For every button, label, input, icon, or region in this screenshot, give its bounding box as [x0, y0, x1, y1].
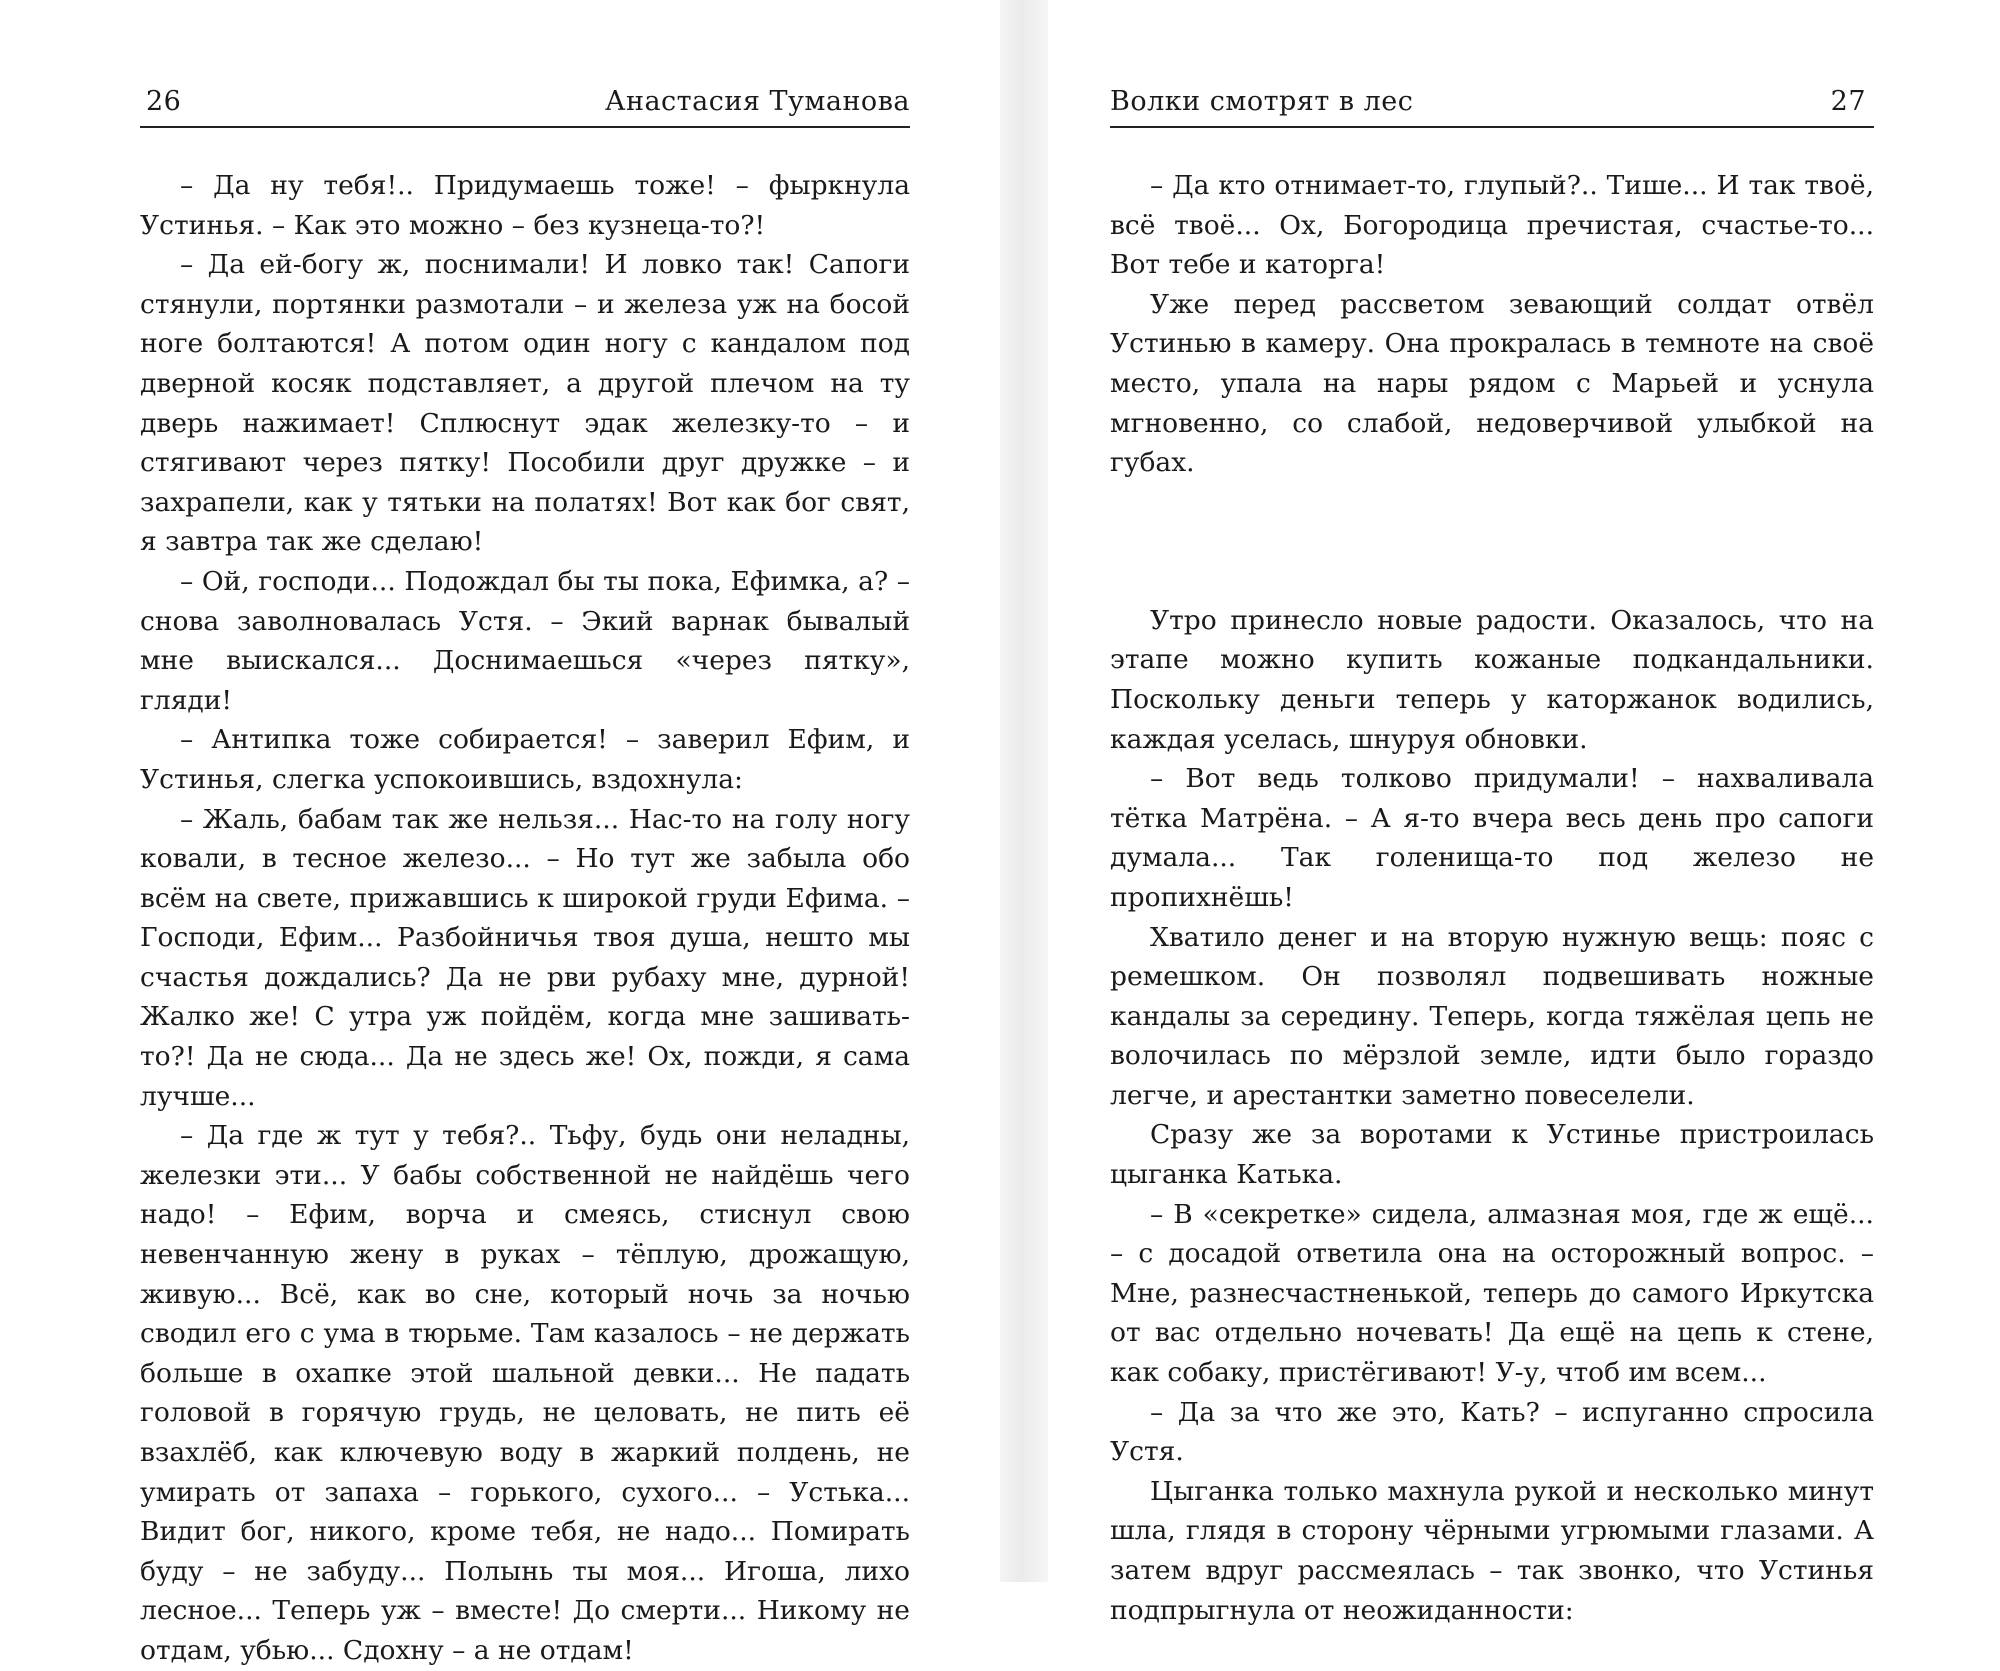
paragraph: – Вот ведь толково придумали! – нахваливала тётка Матрёна. – А я-то вчера весь день про сапоги думала... Так голенища-то под железо не пропихнёшь!: [1110, 763, 1874, 913]
paragraph: Уже перед рассветом зевающий солдат отвёл Устинью в камеру. Она прокралась в темноте на своё место, упала на нары рядом с Марьей и уснула мгновенно, со слабой, недоверчивой улыбкой на губах.: [1110, 288, 1874, 479]
paragraph: – Да кто отнимает-то, глупый?.. Тише... И так твоё, всё твоё... Ох, Богородица пречистая, счастье-то... Вот тебе и каторга!: [1110, 170, 1874, 281]
book-gutter: [1000, 0, 1048, 1582]
right-running-title: Волки смотрят в лес: [1110, 86, 1414, 117]
paragraph: – В «секретке» сидела, алмазная моя, где ж ещё... – с досадой ответила она на осторожный вопрос. – Мне, разнесчастненькой, теперь до самого Иркутска от вас отдельно ночевать! Да ещё на цепь к стене, как собаку, пристёгивают! У-у, чтоб им всем...: [1110, 1198, 1874, 1389]
right-page-text: [1110, 166, 1874, 1630]
left-running-title: Анастасия Туманова: [605, 86, 910, 117]
right-running-head: [1110, 82, 1874, 128]
paragraph: – Да где ж тут у тебя?.. Тьфу, будь они неладны, железки эти... У бабы собственной не найдёшь чего надо! – Ефим, ворча и смеясь, стиснул свою невенчанную жену в руках – тёплую, дрожащую, живую... Всё, как во сне, который ночь за ночью сводил его с ума в тюрьме. Там казалось – не держать больше в охапке этой шальной девки... Не падать головой в горячую грудь, не целовать, не пить её взахлёб, как ключевую воду в жаркий полдень, не умирать от запаха – горького, сухого... – Устька... Видит бог, никого, кроме тебя, не надо... Помирать буду – не забуду... Полынь ты моя... Игоша, лихо лесное... Теперь уж – вместе! До смерти... Никому не отдам, убью... Сдохну – а не отдам!: [140, 1120, 910, 1666]
paragraph: – Да за что же это, Кать? – испуганно спросила Устя.: [1110, 1396, 1874, 1468]
paragraph: Цыганка только махнула рукой и несколько минут шла, глядя в сторону чёрными угрюмыми глазами. А затем вдруг рассмеялась – так звонко, что Устинья подпрыгнула от неожиданности:: [1110, 1475, 1874, 1626]
paragraph: Хватило денег и на вторую нужную вещь: пояс с ремешком. Он позволял подвешивать ножные кандалы за середину. Теперь, когда тяжёлая цепь не волочилась по мёрзлой земле, идти было гораздо легче, и арестантки заметно повеселели.: [1110, 921, 1874, 1111]
right-page: [1110, 0, 1874, 1626]
left-page: [140, 0, 910, 1666]
paragraph: – Ой, господи... Подождал бы ты пока, Ефимка, а? – снова заволновалась Устя. – Экий варнак бывалый мне выискался... Доснимаешься «через пятку», гляди!: [140, 565, 910, 716]
paragraph: – Антипка тоже собирается! – заверил Ефим, и Устинья, слегка успокоившись, вздохнула:: [140, 724, 910, 795]
left-page-number: 26: [146, 86, 182, 117]
left-running-head: [140, 82, 910, 128]
right-page-number: 27: [1830, 86, 1866, 117]
paragraph: – Да ей-богу ж, поснимали! И ловко так! Сапоги стянули, портянки размотали – и железа уж на босой ноге болтаются! А потом один ногу с кандалом под дверной косяк подставляет, а другой плечом на ту дверь нажимает! Сплюснут эдак железку-то – и стягивают через пятку! Пособили друг дружке – и захрапели, как у тятьки на полатях! Вот как бог свят, я завтра так же сделаю!: [140, 249, 910, 558]
paragraph: – Да ну тебя!.. Придумаешь тоже! – фыркнула Устинья. – Как это можно – без кузнеца-то?!: [140, 170, 910, 241]
paragraph: Сразу же за воротами к Устинье пристроилась цыганка Катька.: [1110, 1119, 1874, 1191]
paragraph: – Жаль, бабам так же нельзя... Нас-то на голу ногу ковали, в тесное железо... – Но тут же забыла обо всём на свете, прижавшись к широкой груди Ефима. – Господи, Ефим... Разбойничья твоя душа, нешто мы счастья дождались? Да не рви рубаху мне, дурной! Жалко же! С утра уж пойдём, когда мне зашивать-то?! Да не сюда... Да не здесь же! Ох, пожди, я сама лучше...: [140, 803, 910, 1112]
paragraph-after-section-break: Утро принесло новые радости. Оказалось, что на этапе можно купить кожаные подкандальники. Поскольку деньги теперь у каторжанок водились, каждая уселась, шнуруя обновки.: [1110, 604, 1874, 755]
left-page-text: [140, 166, 910, 1671]
